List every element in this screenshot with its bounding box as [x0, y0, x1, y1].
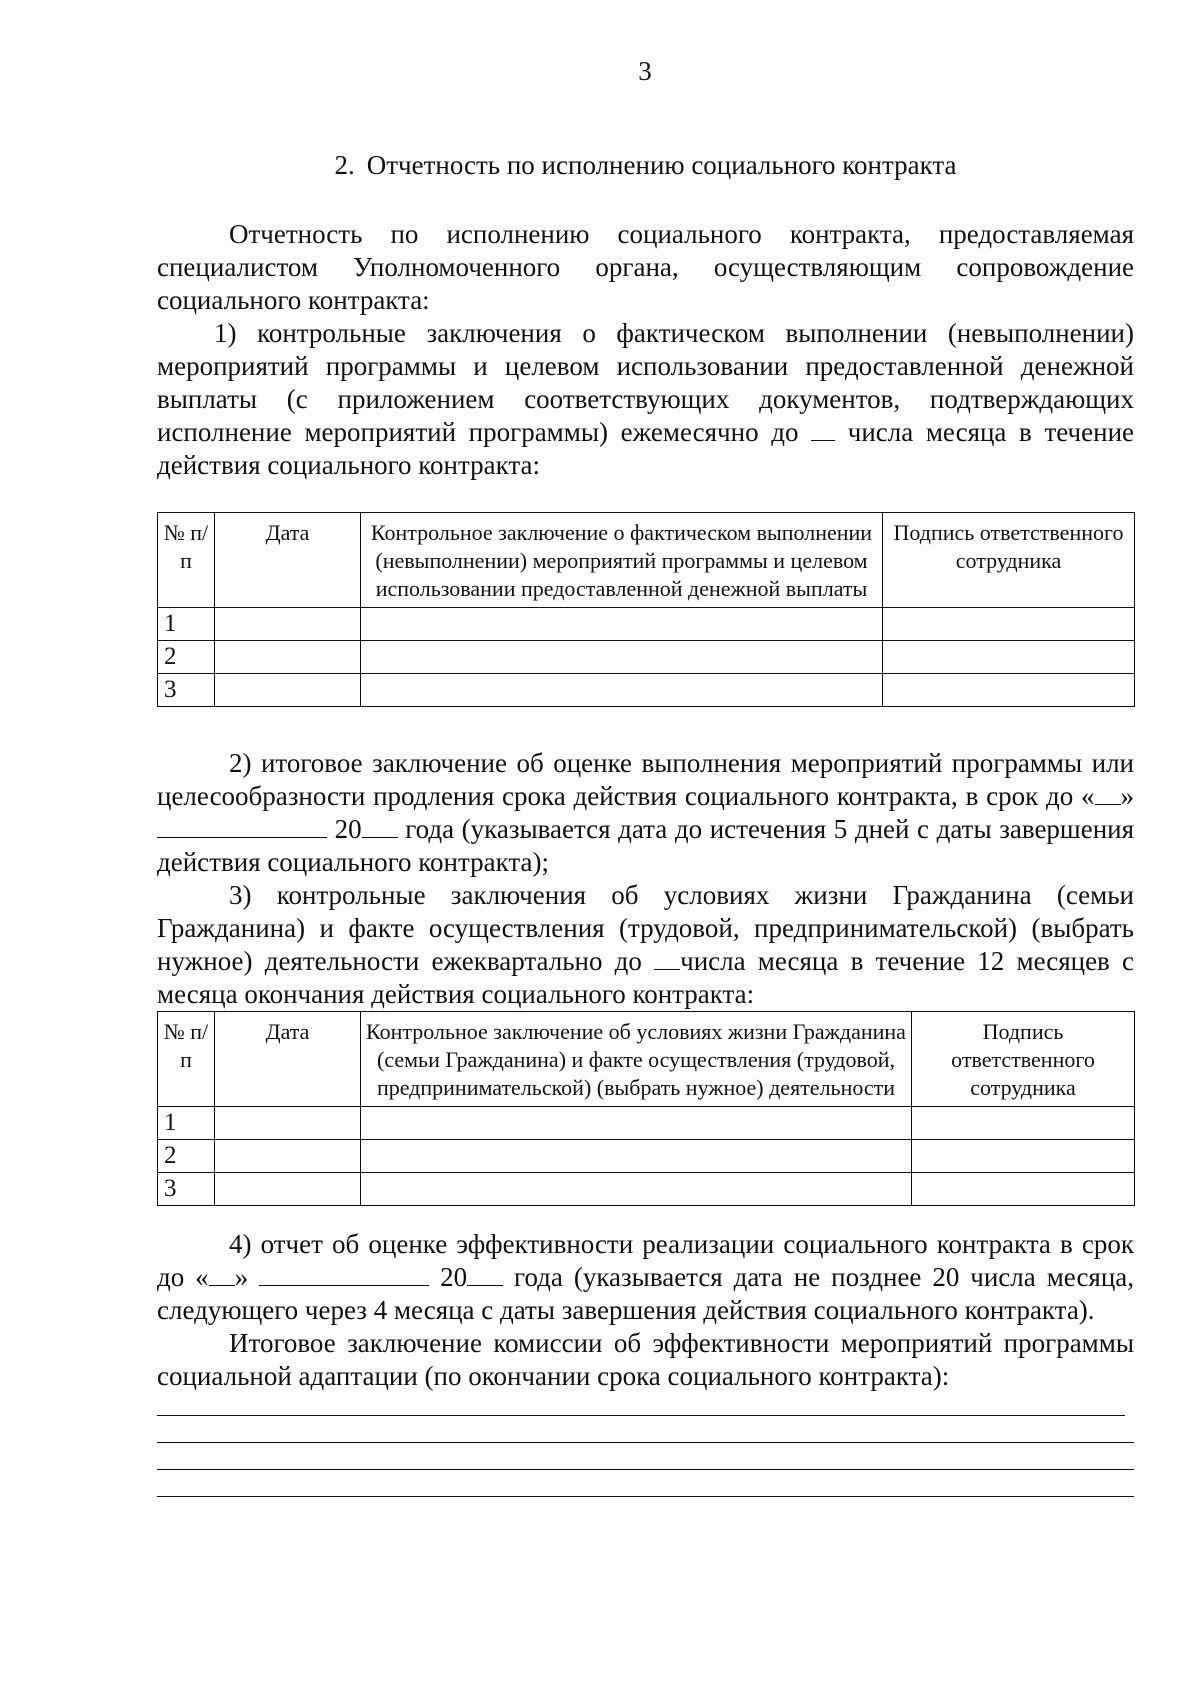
table-row — [158, 641, 1135, 674]
section-heading — [157, 148, 1134, 182]
col-date-header: Дата — [215, 513, 361, 608]
page-number: 3 — [638, 56, 652, 86]
section-number: 2. — [334, 150, 355, 180]
row-number: 3 — [158, 1173, 215, 1206]
table-row — [158, 674, 1135, 707]
col-conclusion-header: Контрольное заключение об условиях жизни Гражданина (семьи Гражданина) и факте осуществления (трудовой, предпринимательской) (выбрать нужное) деятельности — [361, 1012, 912, 1107]
signature-cell[interactable] — [912, 1173, 1135, 1206]
item2-quote-close: » — [1120, 781, 1134, 811]
conclusion-cell[interactable] — [361, 674, 883, 707]
table-row — [158, 1107, 1135, 1140]
month-blank — [157, 813, 327, 838]
table-row — [158, 1140, 1135, 1173]
table-row — [158, 1173, 1135, 1206]
date-cell[interactable] — [215, 1107, 361, 1140]
item2-year-prefix: 20 — [334, 814, 362, 844]
row-number: 1 — [158, 1107, 215, 1140]
row-number: 2 — [158, 1140, 215, 1173]
col-signature-header: Подпись ответственного сотрудника — [883, 513, 1135, 608]
date-cell[interactable] — [215, 641, 361, 674]
col-number-header: № п/п — [158, 513, 215, 608]
item3-text-start: 3) контрольные заключения об условиях жизни Гражданина (семьи Гражданина) и факте осуществления (трудовой, предпринимательской) (выбрать нужное) деятельности ежеквартально до — [157, 880, 1134, 976]
conclusion-cell[interactable] — [361, 1173, 912, 1206]
signature-cell[interactable] — [883, 674, 1135, 707]
col-number-header: № п/п — [158, 1012, 215, 1107]
conclusion-cell[interactable] — [361, 608, 883, 641]
month-blank — [259, 1261, 429, 1286]
row-number: 1 — [158, 608, 215, 641]
table-header-row — [158, 1012, 1135, 1107]
col-signature-header: Подпись ответственного сотрудника — [912, 1012, 1135, 1107]
item4-quote-close: » — [234, 1262, 249, 1292]
signature-cell[interactable] — [912, 1140, 1135, 1173]
signature-cell[interactable] — [883, 641, 1135, 674]
fill-line[interactable] — [157, 1496, 1134, 1497]
date-cell[interactable] — [215, 1173, 361, 1206]
fill-line[interactable] — [157, 1469, 1134, 1470]
date-cell[interactable] — [215, 1140, 361, 1173]
item4-year-prefix: 20 — [440, 1262, 468, 1292]
day-blank — [811, 416, 835, 441]
item4-text-end: года (указывается дата не позднее 20 числа месяца, следующего через 4 месяца с даты завершения действия социального контракта). — [157, 1262, 1135, 1325]
item1-text-end: числа месяца в течение действия социального контракта: — [157, 417, 1135, 480]
date-cell[interactable] — [215, 674, 361, 707]
day-blank — [654, 945, 680, 970]
item3-paragraph — [157, 879, 1134, 1011]
final-conclusion-paragraph: Итоговое заключение комиссии об эффективности мероприятий программы социальной адаптации (по окончании срока социального контракта): — [157, 1328, 1134, 1391]
date-cell[interactable] — [215, 608, 361, 641]
day-blank — [209, 1261, 235, 1286]
spacer — [157, 1206, 1134, 1228]
section-title: Отчетность по исполнению социального контракта — [366, 150, 957, 180]
fill-line[interactable] — [157, 1442, 1134, 1443]
item4-text-start: 4) отчет об оценке эффективности реализации социального контракта в срок до « — [157, 1229, 1134, 1292]
item2-text-start: 2) итоговое заключение об оценке выполнения мероприятий программы или целесообразности продления срока действия социального контракта, в срок до « — [157, 748, 1134, 811]
item3-text-end: числа месяца в течение 12 месяцев с месяца окончания действия социального контракта: — [157, 946, 1134, 1009]
conclusion-cell[interactable] — [361, 1140, 912, 1173]
table-header-row — [158, 513, 1135, 608]
spacer — [157, 707, 1134, 747]
row-number: 3 — [158, 674, 215, 707]
monthly-report-table — [157, 512, 1135, 707]
intro-paragraph: Отчетность по исполнению социального контракта, предоставляемая специалистом Уполномоченного органа, осуществляющим сопровождение социального контракта: — [157, 219, 1134, 315]
fill-line[interactable] — [157, 1415, 1125, 1416]
table-row — [158, 608, 1135, 641]
col-date-header: Дата — [215, 1012, 361, 1107]
year-blank — [467, 1261, 503, 1286]
item1-text-start: 1) контрольные заключения о фактическом выполнении (невыполнении) мероприятий программы и целевом использовании предоставленной денежной выплаты (с приложением соответствующих документов, подтверждающих исполнение мероприятий программы) ежемесячно до — [157, 318, 1134, 447]
item4-paragraph — [157, 1228, 1134, 1327]
item2-text-end: года (указывается дата до истечения 5 дней с даты завершения действия социального контракта); — [157, 814, 1135, 877]
conclusion-fill-lines[interactable] — [157, 1415, 1134, 1497]
signature-cell[interactable] — [912, 1107, 1135, 1140]
item1-paragraph — [157, 317, 1134, 482]
conclusion-cell[interactable] — [361, 641, 883, 674]
quarterly-report-table — [157, 1011, 1135, 1206]
year-blank — [362, 813, 398, 838]
document-body — [157, 148, 1134, 1523]
conclusion-cell[interactable] — [361, 1107, 912, 1140]
day-blank — [1095, 780, 1121, 805]
item2-paragraph — [157, 747, 1134, 879]
signature-cell[interactable] — [883, 608, 1135, 641]
row-number: 2 — [158, 641, 215, 674]
col-conclusion-header: Контрольное заключение о фактическом выполнении (невыполнении) мероприятий программы и целевом использовании предоставленной денежной выплаты — [361, 513, 883, 608]
